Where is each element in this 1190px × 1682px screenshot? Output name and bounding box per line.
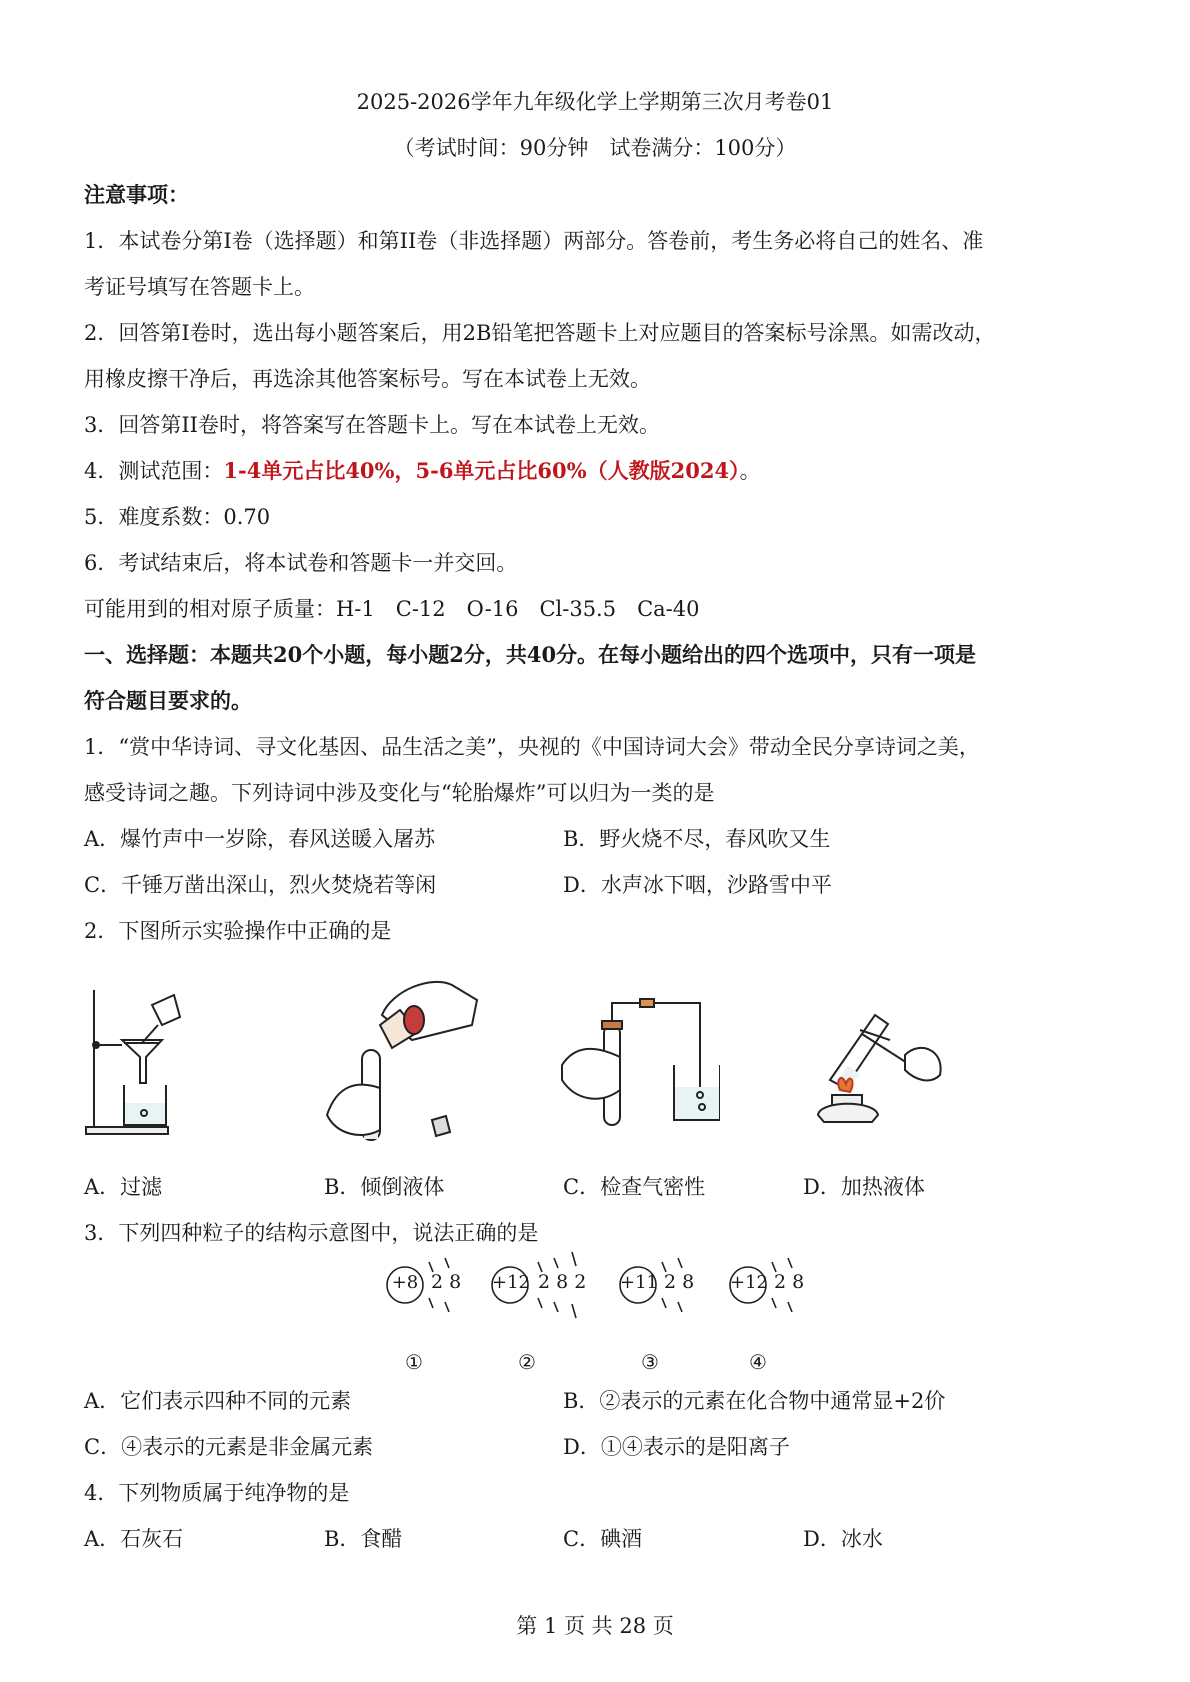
- heating-liquid-illustration: [800, 1000, 950, 1130]
- q4-option-b: B．食醋: [324, 1527, 403, 1551]
- particle-diagram-3: [618, 1240, 698, 1334]
- q1-stem-line1: 1．“赏中华诗词、寻文化基因、品生活之美”，央视的《中国诗词大会》带动全民分享诗词之美，: [84, 735, 980, 759]
- q1-stem-line2: 感受诗词之趣。下列诗词中涉及变化与“轮胎爆炸”可以归为一类的是: [84, 781, 715, 805]
- particle-4-nucleus: +12: [730, 1272, 768, 1293]
- notice-item-5: 5．难度系数：0.70: [84, 505, 271, 529]
- particle-label-3: ③: [641, 1350, 659, 1374]
- particle-1-shells: 2 8: [431, 1271, 462, 1293]
- particle-4-shells: 2 8: [774, 1271, 805, 1293]
- notice-item-6: 6．考试结束后，将本试卷和答题卡一并交回。: [84, 551, 518, 575]
- particle-3-shells: 2 8: [664, 1271, 695, 1293]
- notice-item-3: 3．回答第II卷时，将答案写在答题卡上。写在本试卷上无效。: [84, 413, 660, 437]
- q4-option-a: A．石灰石: [84, 1527, 184, 1551]
- q2-stem: 2．下图所示实验操作中正确的是: [84, 919, 392, 943]
- q2-option-c: C．检查气密性: [563, 1175, 706, 1199]
- notice-item-1a: 1．本试卷分第I卷（选择题）和第II卷（非选择题）两部分。答卷前，考生务必将自己的姓名、准: [84, 229, 984, 253]
- particle-diagram-4: [728, 1240, 808, 1334]
- q2-option-d: D．加热液体: [803, 1175, 925, 1199]
- particle-1-nucleus: +8: [391, 1272, 419, 1293]
- notice-item-2b: 用橡皮擦干净后，再选涂其他答案标号。写在本试卷上无效。: [84, 367, 651, 391]
- q2-option-b: B．倾倒液体: [324, 1175, 445, 1199]
- pouring-liquid-illustration: [322, 970, 482, 1145]
- q3-option-d: D．①④表示的是阳离子: [563, 1435, 790, 1459]
- particle-diagram-2: [490, 1240, 600, 1334]
- page-footer: 第 1 页 共 28 页: [516, 1614, 674, 1638]
- section-1-heading-line1: 一、选择题：本题共20个小题，每小题2分，共40分。在每小题给出的四个选项中，只有一项是: [84, 642, 977, 667]
- q1-option-c: C．千锤万凿出深山，烈火焚烧若等闲: [84, 873, 437, 897]
- q4-option-c: C．碘酒: [563, 1527, 643, 1551]
- q1-option-a: A．爆竹声中一岁除，春风送暖入屠苏: [84, 827, 436, 851]
- notice-item-4-prefix: 4．测试范围：: [84, 459, 224, 483]
- notice-heading: 注意事项：: [84, 182, 189, 207]
- q2-option-a: A．过滤: [84, 1175, 163, 1199]
- page-subtitle: （考试时间：90分钟 试卷满分：100分）: [393, 136, 797, 160]
- particle-label-4: ④: [749, 1350, 767, 1374]
- particle-2-shells: 2 8 2: [538, 1271, 587, 1293]
- q1-option-d: D．水声冰下咽，沙路雪中平: [563, 873, 832, 897]
- q3-option-a: A．它们表示四种不同的元素: [84, 1389, 352, 1413]
- particle-3-nucleus: +11: [620, 1272, 658, 1293]
- notice-item-4-suffix: 。: [739, 459, 761, 483]
- notice-item-1b: 考证号填写在答题卡上。: [84, 275, 315, 299]
- notice-item-2a: 2．回答第I卷时，选出每小题答案后，用2B铅笔把答题卡上对应题目的答案标号涂黑。如需改动，: [84, 321, 996, 345]
- atomic-mass-line: 可能用到的相对原子质量：H-1 C-12 O-16 Cl-35.5 Ca-40: [84, 597, 700, 621]
- q3-option-c: C．④表示的元素是非金属元素: [84, 1435, 374, 1459]
- page-title: 2025-2026学年九年级化学上学期第三次月考卷01: [356, 90, 834, 114]
- section-1-heading-line2: 符合题目要求的。: [84, 688, 252, 713]
- test-scope: 1-4单元占比40%，5-6单元占比60%（人教版2024）: [223, 458, 740, 483]
- q3-option-b: B．②表示的元素在化合物中通常显+2价: [563, 1389, 946, 1413]
- q1-option-b: B．野火烧不尽，春风吹又生: [563, 827, 831, 851]
- particle-2-nucleus: +12: [492, 1272, 530, 1293]
- particle-label-2: ②: [518, 1350, 536, 1374]
- airtightness-check-illustration: [560, 995, 720, 1130]
- q4-stem: 4．下列物质属于纯净物的是: [84, 1481, 350, 1505]
- q3-stem: 3．下列四种粒子的结构示意图中，说法正确的是: [84, 1221, 539, 1245]
- q4-option-d: D．冰水: [803, 1527, 883, 1551]
- particle-diagram-1: [385, 1240, 465, 1334]
- notice-item-4: [84, 456, 761, 486]
- filtration-illustration: [84, 985, 204, 1135]
- particle-label-1: ①: [405, 1350, 423, 1374]
